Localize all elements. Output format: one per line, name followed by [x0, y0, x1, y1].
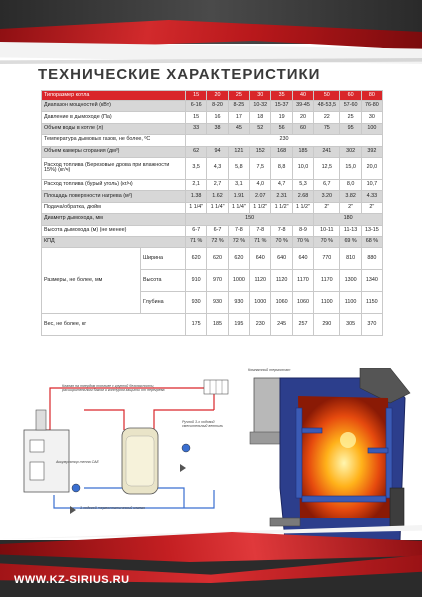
value-cell: 195: [228, 314, 249, 336]
value-cell: 16: [207, 112, 228, 123]
value-cell: 7-8: [250, 225, 271, 236]
value-cell: 910: [186, 270, 207, 292]
value-cell: 1.38: [186, 191, 207, 202]
value-cell: 3,5: [186, 157, 207, 179]
value-cell: 17: [228, 112, 249, 123]
value-cell: 175: [186, 314, 207, 336]
header-size-cell: 20: [207, 91, 228, 101]
value-cell: 1 1/4": [228, 202, 249, 213]
row-label: Высота дымохода (м) (не менее): [42, 225, 186, 236]
value-cell: 121: [228, 146, 249, 157]
value-cell: 180: [314, 214, 383, 225]
spec-table: [41, 90, 383, 336]
value-cell: 230: [250, 314, 271, 336]
value-cell: 640: [271, 248, 292, 270]
accumulator-label: Аккумулятор тепла САЕ: [56, 460, 99, 464]
valve-icon: [70, 506, 76, 514]
value-cell: 10-11: [314, 225, 340, 236]
valve-group-label: Клапан на твердом топливе с группой безопасности, расширительным баком и контуром защиты от перегрева: [62, 384, 165, 393]
value-cell: 25: [340, 112, 361, 123]
value-cell: 20,0: [361, 157, 382, 179]
table-row: [42, 101, 383, 112]
table-row: [42, 202, 383, 213]
value-cell: 1060: [271, 292, 292, 314]
value-cell: 1 1/4": [186, 202, 207, 213]
value-cell: 39-45: [292, 101, 313, 112]
value-cell: 6-16: [186, 101, 207, 112]
header-size-cell: 60: [340, 91, 361, 101]
header-size-cell: 35: [271, 91, 292, 101]
manual-valve-label: Ручной 3-х ходовой смесительный вентиль: [182, 420, 224, 429]
value-cell: 185: [292, 146, 313, 157]
value-cell: 1170: [292, 270, 313, 292]
value-cell: 620: [207, 248, 228, 270]
value-cell: 930: [228, 292, 249, 314]
value-cell: 48-53,5: [314, 101, 340, 112]
value-cell: 1100: [314, 292, 340, 314]
thermostat-label: Комнатный термостат: [248, 368, 291, 372]
value-cell: 185: [207, 314, 228, 336]
value-cell: 71 %: [250, 236, 271, 247]
value-cell: 640: [292, 248, 313, 270]
dimension-sub-label: Глубина: [141, 292, 186, 314]
value-cell: 257: [292, 314, 313, 336]
table-row: [42, 112, 383, 123]
header-size-cell: 80: [361, 91, 382, 101]
value-cell: 7,5: [250, 157, 271, 179]
value-cell: 70 %: [314, 236, 340, 247]
table-row: [42, 214, 383, 225]
value-cell: 5,8: [228, 157, 249, 179]
value-cell: 94: [207, 146, 228, 157]
value-cell: 4.33: [361, 191, 382, 202]
header-size-cell: 15: [186, 91, 207, 101]
value-cell: 230: [186, 135, 383, 146]
row-label: Давление в дымоходе (Па): [42, 112, 186, 123]
value-cell: 4,7: [271, 179, 292, 190]
value-cell: 1150: [361, 292, 382, 314]
weight-row: [42, 314, 383, 336]
value-cell: 95: [340, 123, 361, 134]
value-cell: 8,8: [271, 157, 292, 179]
value-cell: 72 %: [207, 236, 228, 247]
value-cell: 52: [250, 123, 271, 134]
value-cell: 245: [271, 314, 292, 336]
value-cell: 8-25: [228, 101, 249, 112]
value-cell: 810: [340, 248, 361, 270]
table-row: [42, 146, 383, 157]
value-cell: 1120: [271, 270, 292, 292]
value-cell: 100: [361, 123, 382, 134]
value-cell: 152: [250, 146, 271, 157]
value-cell: 2.68: [292, 191, 313, 202]
value-cell: 3.82: [340, 191, 361, 202]
value-cell: 1 1/2": [250, 202, 271, 213]
value-cell: 2.07: [250, 191, 271, 202]
value-cell: 770: [314, 248, 340, 270]
value-cell: 75: [314, 123, 340, 134]
row-label: Подача/обратка, дюйм: [42, 202, 186, 213]
value-cell: 241: [314, 146, 340, 157]
page-title: ТЕХНИЧЕСКИЕ ХАРАКТЕРИСТИКИ: [38, 66, 321, 83]
value-cell: 18: [250, 112, 271, 123]
value-cell: 15: [186, 112, 207, 123]
value-cell: 1000: [228, 270, 249, 292]
accumulator-tank-icon: [122, 428, 158, 494]
header-size-cell: 25: [228, 91, 249, 101]
value-cell: 1170: [314, 270, 340, 292]
value-cell: 10-32: [250, 101, 271, 112]
value-cell: 57-60: [340, 101, 361, 112]
ash-door: [390, 488, 404, 528]
row-label: Температура дымовых газов, не более, ºC: [42, 135, 186, 146]
table-header-row: [42, 91, 383, 101]
value-cell: 5,3: [292, 179, 313, 190]
value-cell: 370: [361, 314, 382, 336]
value-cell: 620: [228, 248, 249, 270]
value-cell: 1120: [250, 270, 271, 292]
value-cell: 2,1: [186, 179, 207, 190]
value-cell: 150: [186, 214, 314, 225]
value-cell: 20: [292, 112, 313, 123]
row-label: Вес, не более, кг: [42, 314, 186, 336]
table-row: [42, 225, 383, 236]
value-cell: 930: [207, 292, 228, 314]
value-cell: 6-7: [186, 225, 207, 236]
header-label: Типоразмер котла: [42, 91, 186, 101]
table-row: [42, 179, 383, 190]
row-label: Расход топлива (Березовые дрова при влажности 15%) (кг/ч): [42, 157, 186, 179]
radiator-icon: [204, 380, 228, 394]
value-cell: 620: [186, 248, 207, 270]
value-cell: 1340: [361, 270, 382, 292]
value-cell: 305: [340, 314, 361, 336]
value-cell: 1300: [340, 270, 361, 292]
value-cell: 72 %: [228, 236, 249, 247]
dimension-sub-label: Высота: [141, 270, 186, 292]
value-cell: 930: [186, 292, 207, 314]
value-cell: 15-37: [271, 101, 292, 112]
row-label: Объем воды в котле (л): [42, 123, 186, 134]
row-label: Диаметр дымохода, мм: [42, 214, 186, 225]
value-cell: 60: [292, 123, 313, 134]
table-row: [42, 135, 383, 146]
table-row: [42, 157, 383, 179]
value-cell: 12,5: [314, 157, 340, 179]
value-cell: 392: [361, 146, 382, 157]
dimension-row: [42, 248, 383, 270]
value-cell: 3.20: [314, 191, 340, 202]
value-cell: 1.91: [228, 191, 249, 202]
value-cell: 8,0: [340, 179, 361, 190]
value-cell: 2": [361, 202, 382, 213]
pump-icon: [72, 484, 80, 492]
value-cell: 68 %: [361, 236, 382, 247]
value-cell: 302: [340, 146, 361, 157]
value-cell: 1.62: [207, 191, 228, 202]
value-cell: 1 1/2": [292, 202, 313, 213]
value-cell: 13-15: [361, 225, 382, 236]
value-cell: 8-20: [207, 101, 228, 112]
value-cell: 1060: [292, 292, 313, 314]
value-cell: 1000: [250, 292, 271, 314]
value-cell: 4,0: [250, 179, 271, 190]
row-label: Площадь поверхности нагрева (м²): [42, 191, 186, 202]
value-cell: 11-13: [340, 225, 361, 236]
table-row: [42, 191, 383, 202]
value-cell: 71 %: [186, 236, 207, 247]
value-cell: 70 %: [292, 236, 313, 247]
boiler-cutaway-illustration: [240, 368, 415, 540]
value-cell: 2.31: [271, 191, 292, 202]
value-cell: 7-8: [271, 225, 292, 236]
value-cell: 22: [314, 112, 340, 123]
table-row: [42, 123, 383, 134]
header-size-cell: 30: [250, 91, 271, 101]
value-cell: 38: [207, 123, 228, 134]
value-cell: 30: [361, 112, 382, 123]
table-row: [42, 236, 383, 247]
value-cell: 3,1: [228, 179, 249, 190]
value-cell: 10,0: [292, 157, 313, 179]
header-size-cell: 50: [314, 91, 340, 101]
value-cell: 15,0: [340, 157, 361, 179]
value-cell: 880: [361, 248, 382, 270]
value-cell: 290: [314, 314, 340, 336]
dimension-sub-label: Ширина: [141, 248, 186, 270]
row-label: Диапазон мощностей (кВт): [42, 101, 186, 112]
value-cell: 7-8: [228, 225, 249, 236]
value-cell: 970: [207, 270, 228, 292]
value-cell: 2,7: [207, 179, 228, 190]
value-cell: 33: [186, 123, 207, 134]
value-cell: 76-80: [361, 101, 382, 112]
value-cell: 56: [271, 123, 292, 134]
value-cell: 6,7: [314, 179, 340, 190]
value-cell: 4,3: [207, 157, 228, 179]
value-cell: 640: [250, 248, 271, 270]
row-label: КПД: [42, 236, 186, 247]
value-cell: 2": [314, 202, 340, 213]
value-cell: 2": [340, 202, 361, 213]
value-cell: 69 %: [340, 236, 361, 247]
row-label: Объем камеры сгорания (дм³): [42, 146, 186, 157]
value-cell: 1 1/2": [271, 202, 292, 213]
value-cell: 10,7: [361, 179, 382, 190]
value-cell: 1 1/4": [207, 202, 228, 213]
value-cell: 19: [271, 112, 292, 123]
boiler-icon: [24, 410, 69, 492]
value-cell: 62: [186, 146, 207, 157]
thermo-valve-label: 3-ходовой термостатический клапан: [80, 506, 145, 510]
value-cell: 8-9: [292, 225, 313, 236]
row-label: Расход топлива (бурый уголь) (кг/ч): [42, 179, 186, 190]
pump-icon: [182, 444, 190, 452]
value-cell: 45: [228, 123, 249, 134]
value-cell: 6-7: [207, 225, 228, 236]
website-url[interactable]: WWW.KZ-SIRIUS.RU: [14, 574, 130, 586]
header-size-cell: 40: [292, 91, 313, 101]
value-cell: 1100: [340, 292, 361, 314]
valve-icon: [180, 464, 186, 472]
value-cell: 168: [271, 146, 292, 157]
dimensions-label: Размеры, не более, мм: [42, 248, 141, 314]
value-cell: 70 %: [271, 236, 292, 247]
